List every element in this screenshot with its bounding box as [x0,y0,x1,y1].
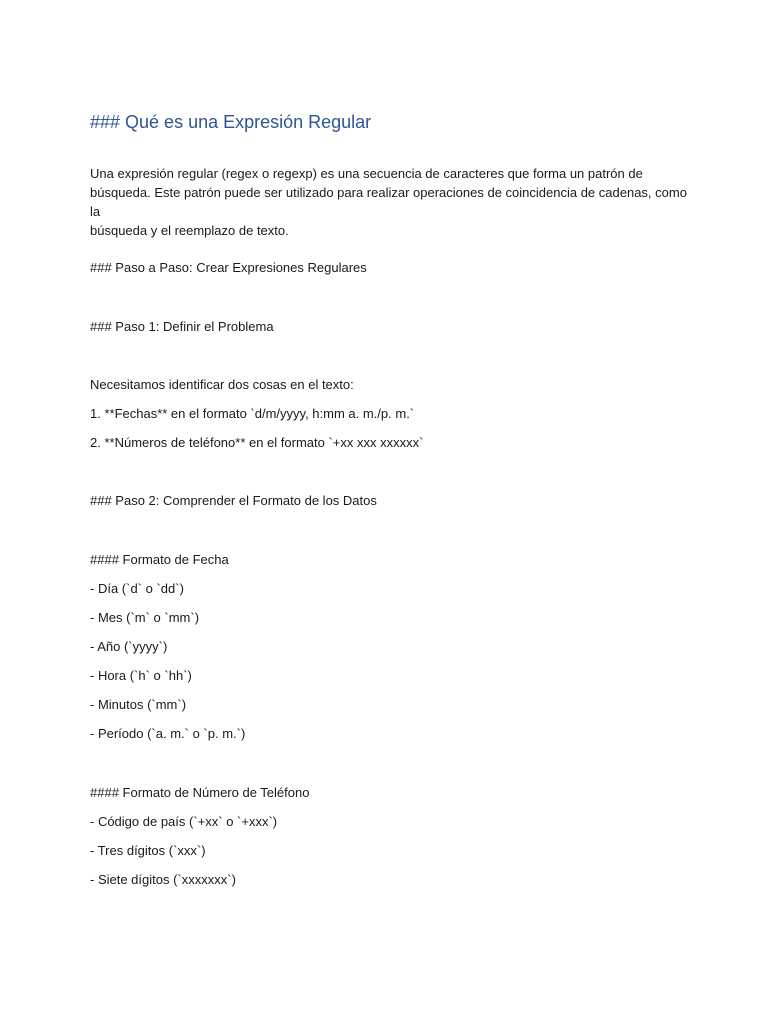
list-item: - Minutos (`mm`) [90,697,187,712]
paso1-heading: ### Paso 1: Definir el Problema [90,319,274,334]
formato-fecha-heading: #### Formato de Fecha [90,552,229,567]
list-item: - Siete dígitos (`xxxxxxx`) [90,872,236,887]
list-item: 1. **Fechas** en el formato `d/m/yyyy, h:mm a. m./p. m.` [90,406,415,421]
intro-line: Una expresión regular (regex o regexp) es una secuencia de caracteres que forma un patrón de [90,166,643,181]
list-item: - Tres dígitos (`xxx`) [90,843,206,858]
list-item: - Hora (`h` o `hh`) [90,668,192,683]
list-item: - Mes (`m` o `mm`) [90,610,200,625]
page-title: ### Qué es una Expresión Regular [90,112,372,132]
list-item: - Período (`a. m.` o `p. m.`) [90,726,246,741]
intro-line: búsqueda y el reemplazo de texto. [90,223,289,238]
intro-line: búsqueda. Este patrón puede ser utilizado para realizar operaciones de coincidencia de cadenas, como la [90,185,687,219]
section-heading-paso-a-paso: ### Paso a Paso: Crear Expresiones Regulares [90,260,367,275]
intro-paragraph [90,164,690,240]
list-item: - Día (`d` o `dd`) [90,581,184,596]
list-item: - Año (`yyyy`) [90,639,168,654]
list-item: - Código de país (`+xx` o `+xxx`) [90,814,278,829]
paso2-heading: ### Paso 2: Comprender el Formato de los Datos [90,493,377,508]
paso1-lead: Necesitamos identificar dos cosas en el texto: [90,377,354,392]
formato-telefono-heading: #### Formato de Número de Teléfono [90,785,310,800]
list-item: 2. **Números de teléfono** en el formato `+xx xxx xxxxxx` [90,435,424,450]
